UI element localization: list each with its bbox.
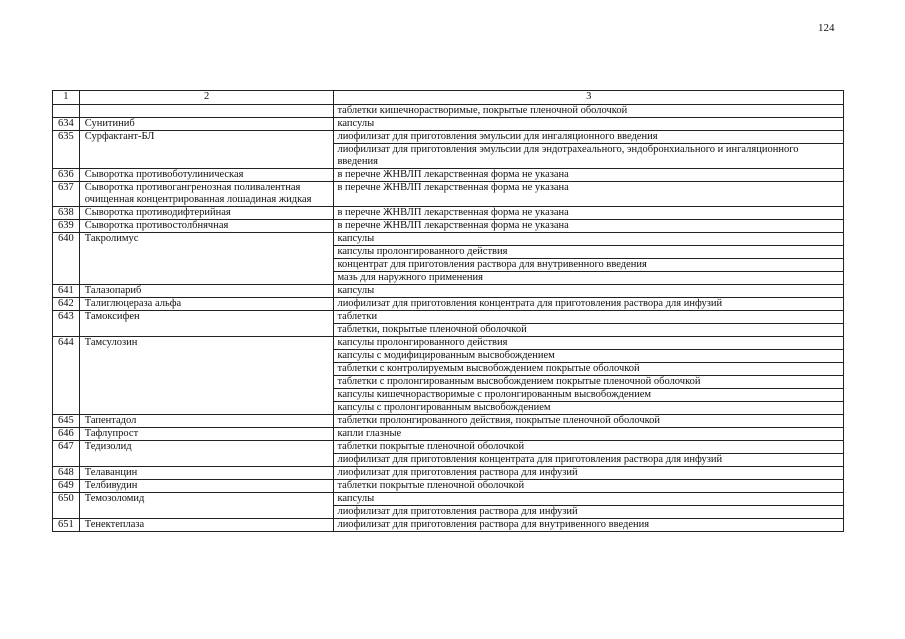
header-col-2: 2 (79, 91, 334, 105)
dosage-form: капсулы кишечнорастворимые с пролонгированным высвобождением (334, 389, 844, 402)
table-body (53, 105, 844, 532)
row-number: 640 (53, 233, 80, 285)
table-row (53, 169, 844, 182)
dosage-form: таблетки покрытые пленочной оболочкой (334, 480, 844, 493)
row-number: 651 (53, 519, 80, 532)
drug-name: Талазопариб (79, 285, 334, 298)
drug-name: Сунитиниб (79, 118, 334, 131)
row-number: 650 (53, 493, 80, 519)
drug-name: Сыворотка противоботулиническая (79, 169, 334, 182)
drug-name: Тедизолид (79, 441, 334, 467)
row-number (53, 105, 80, 118)
row-number: 647 (53, 441, 80, 467)
table-row (53, 415, 844, 428)
drug-name: Тамоксифен (79, 311, 334, 337)
drug-name: Тенектеплаза (79, 519, 334, 532)
dosage-form: капсулы пролонгированного действия (334, 246, 844, 259)
dosage-form: капсулы (334, 285, 844, 298)
dosage-form: в перечне ЖНВЛП лекарственная форма не указана (334, 169, 844, 182)
row-number: 646 (53, 428, 80, 441)
table-row (53, 311, 844, 324)
dosage-form: лиофилизат для приготовления эмульсии для ингаляционного введения (334, 131, 844, 144)
dosage-form: концентрат для приготовления раствора для внутривенного введения (334, 259, 844, 272)
row-number: 648 (53, 467, 80, 480)
dosage-form: таблетки кишечнорастворимые, покрытые пленочной оболочкой (334, 105, 844, 118)
dosage-form: капсулы с пролонгированным высвобождением (334, 402, 844, 415)
dosage-form: в перечне ЖНВЛП лекарственная форма не указана (334, 220, 844, 233)
table-header-row (53, 91, 844, 105)
dosage-form: капсулы (334, 233, 844, 246)
drug-name (79, 105, 334, 118)
header-col-3: 3 (334, 91, 844, 105)
page-number: 124 (818, 22, 835, 34)
drug-name: Телбивудин (79, 480, 334, 493)
table-row (53, 519, 844, 532)
row-number: 636 (53, 169, 80, 182)
drug-name: Тапентадол (79, 415, 334, 428)
table-row (53, 285, 844, 298)
row-number: 638 (53, 207, 80, 220)
row-number: 642 (53, 298, 80, 311)
dosage-form: лиофилизат для приготовления концентрата для приготовления раствора для инфузий (334, 298, 844, 311)
table-row (53, 220, 844, 233)
row-number: 637 (53, 182, 80, 207)
drug-forms-table (52, 90, 844, 532)
dosage-form: лиофилизат для приготовления раствора для внутривенного введения (334, 519, 844, 532)
row-number: 635 (53, 131, 80, 169)
drug-name: Сыворотка противостолбнячная (79, 220, 334, 233)
drug-name: Тамсулозин (79, 337, 334, 415)
row-number: 639 (53, 220, 80, 233)
table-row (53, 337, 844, 350)
table-row (53, 233, 844, 246)
row-number: 641 (53, 285, 80, 298)
row-number: 643 (53, 311, 80, 337)
dosage-form: капли глазные (334, 428, 844, 441)
drug-name: Талиглюцераза альфа (79, 298, 334, 311)
row-number: 634 (53, 118, 80, 131)
dosage-form: мазь для наружного применения (334, 272, 844, 285)
table-row (53, 493, 844, 506)
dosage-form: таблетки с контролируемым высвобождением покрытые оболочкой (334, 363, 844, 376)
table-row (53, 467, 844, 480)
drug-name: Сыворотка противодифтерийная (79, 207, 334, 220)
dosage-form: капсулы (334, 493, 844, 506)
drug-name: Темозоломид (79, 493, 334, 519)
table-row (53, 131, 844, 144)
dosage-form: капсулы с модифицированным высвобождением (334, 350, 844, 363)
dosage-form: лиофилизат для приготовления раствора для инфузий (334, 467, 844, 480)
drug-name: Сыворотка противогангренозная поливалентная очищенная концентрированная лошадиная жидкая (79, 182, 334, 207)
dosage-form: в перечне ЖНВЛП лекарственная форма не указана (334, 182, 844, 207)
row-number: 649 (53, 480, 80, 493)
dosage-form: лиофилизат для приготовления эмульсии для эндотрахеального, эндобронхиального и ингаляционного введения (334, 144, 844, 169)
drug-name: Телаванцин (79, 467, 334, 480)
drug-name: Такролимус (79, 233, 334, 285)
dosage-form: таблетки с пролонгированным высвобождением покрытые пленочной оболочкой (334, 376, 844, 389)
dosage-form: таблетки пролонгированного действия, покрытые пленочной оболочкой (334, 415, 844, 428)
table-row (53, 441, 844, 454)
table-row (53, 105, 844, 118)
table-row (53, 118, 844, 131)
drug-name: Сурфактант-БЛ (79, 131, 334, 169)
table-row (53, 480, 844, 493)
table-row (53, 298, 844, 311)
table-row (53, 182, 844, 207)
dosage-form: таблетки покрытые пленочной оболочкой (334, 441, 844, 454)
dosage-form: таблетки (334, 311, 844, 324)
drug-name: Тафлупрост (79, 428, 334, 441)
table-row (53, 207, 844, 220)
header-col-1: 1 (53, 91, 80, 105)
row-number: 644 (53, 337, 80, 415)
dosage-form: лиофилизат для приготовления концентрата для приготовления раствора для инфузий (334, 454, 844, 467)
table-row (53, 428, 844, 441)
dosage-form: капсулы (334, 118, 844, 131)
row-number: 645 (53, 415, 80, 428)
dosage-form: капсулы пролонгированного действия (334, 337, 844, 350)
dosage-form: в перечне ЖНВЛП лекарственная форма не указана (334, 207, 844, 220)
dosage-form: таблетки, покрытые пленочной оболочкой (334, 324, 844, 337)
dosage-form: лиофилизат для приготовления раствора для инфузий (334, 506, 844, 519)
